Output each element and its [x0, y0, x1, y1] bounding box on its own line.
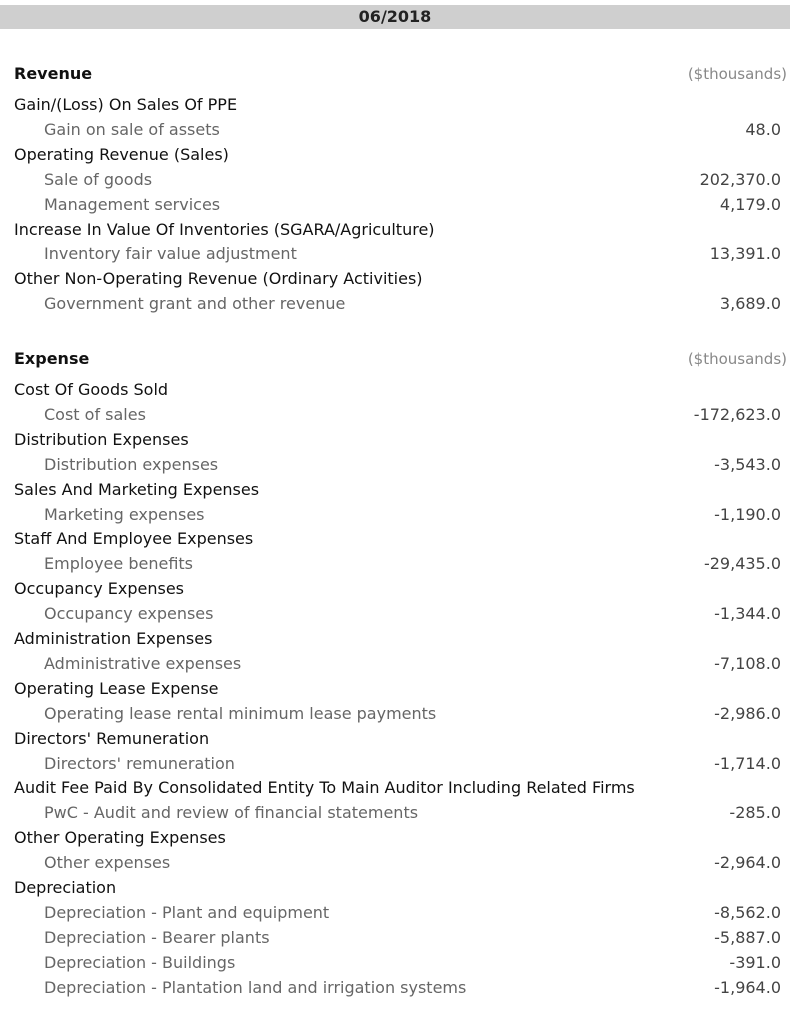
revenue-section-header: [0, 62, 790, 86]
line-item-label: Depreciation - Plant and equipment: [44, 902, 330, 922]
line-item-label: Operating lease rental minimum lease payments: [44, 703, 437, 723]
line-item-label: Depreciation - Plantation land and irrigation systems: [44, 977, 467, 997]
category-row: [0, 143, 790, 167]
line-item-value: 13,391.0: [709, 244, 781, 264]
line-item-value: -172,623.0: [693, 404, 781, 424]
line-item-row: [0, 403, 790, 427]
line-item-row: [0, 118, 790, 142]
line-item-label: Depreciation - Buildings: [44, 952, 236, 972]
line-item-label: PwC - Audit and review of financial statements: [44, 803, 419, 823]
category-label: Directors' Remuneration: [14, 728, 210, 748]
line-item-row: [0, 168, 790, 192]
line-item-value: -3,543.0: [714, 454, 781, 474]
category-label: Other Operating Expenses: [14, 828, 226, 848]
line-item-row: [0, 453, 790, 477]
period-header: [0, 5, 790, 29]
line-item-value: -29,435.0: [703, 554, 781, 574]
category-label: Audit Fee Paid By Consolidated Entity To Main Auditor Including Related Firms: [14, 778, 635, 798]
line-item-row: [0, 801, 790, 825]
line-item-label: Government grant and other revenue: [44, 294, 346, 314]
line-item-value: 202,370.0: [699, 169, 781, 189]
category-label: Operating Lease Expense: [14, 678, 219, 698]
line-item-row: [0, 752, 790, 776]
category-label: Gain/(Loss) On Sales Of PPE: [14, 95, 238, 114]
line-item-row: [0, 292, 790, 316]
line-item-value: -1,964.0: [714, 977, 781, 997]
category-label: Operating Revenue (Sales): [14, 144, 229, 164]
line-item-value: -285.0: [729, 803, 781, 823]
expense-title: Expense: [14, 349, 90, 368]
line-item-value: 4,179.0: [719, 194, 781, 214]
period-label: 06/2018: [358, 7, 432, 26]
line-item-value: -8,562.0: [714, 902, 781, 922]
line-item-label: Inventory fair value adjustment: [44, 244, 297, 264]
category-row: [0, 527, 790, 551]
revenue-units: ($thousands): [687, 65, 787, 83]
category-label: Cost Of Goods Sold: [14, 380, 169, 399]
category-row: [0, 478, 790, 502]
line-item-value: -5,887.0: [714, 927, 781, 947]
expense-units: ($thousands): [687, 350, 787, 368]
category-label: Depreciation: [14, 878, 117, 897]
line-item-label: Employee benefits: [44, 554, 193, 574]
line-item-label: Marketing expenses: [44, 504, 205, 524]
line-item-label: Management services: [44, 194, 221, 214]
category-row: [0, 218, 790, 242]
line-item-row: [0, 926, 790, 950]
category-label: Increase In Value Of Inventories (SGARA/Agriculture): [14, 219, 435, 239]
category-label: Staff And Employee Expenses: [14, 529, 254, 549]
line-item-label: Gain on sale of assets: [44, 119, 220, 139]
line-item-value: -1,190.0: [714, 504, 781, 524]
category-row: [0, 727, 790, 751]
line-item-row: [0, 193, 790, 217]
line-item-row: [0, 901, 790, 925]
category-row: [0, 776, 790, 800]
category-row: [0, 577, 790, 601]
category-row: [0, 677, 790, 701]
line-item-label: Depreciation - Bearer plants: [44, 927, 270, 947]
line-item-value: 3,689.0: [719, 294, 781, 314]
line-item-label: Directors' remuneration: [44, 753, 235, 773]
line-item-value: -2,986.0: [714, 703, 781, 723]
line-item-value: -391.0: [729, 952, 781, 972]
line-item-value: 48.0: [745, 119, 781, 139]
line-item-value: -2,964.0: [714, 853, 781, 873]
category-row: [0, 627, 790, 651]
line-item-row: [0, 951, 790, 975]
category-row: [0, 826, 790, 850]
line-item-row: [0, 652, 790, 676]
line-item-row: [0, 702, 790, 726]
category-row: [0, 93, 790, 117]
category-row: [0, 378, 790, 402]
category-label: Distribution Expenses: [14, 429, 189, 449]
line-item-row: [0, 552, 790, 576]
line-item-label: Occupancy expenses: [44, 604, 214, 624]
line-item-value: -1,714.0: [714, 753, 781, 773]
line-item-row: [0, 242, 790, 266]
category-row: [0, 428, 790, 452]
category-label: Occupancy Expenses: [14, 579, 185, 599]
line-item-row: [0, 602, 790, 626]
line-item-label: Distribution expenses: [44, 454, 219, 474]
line-item-label: Other expenses: [44, 853, 171, 873]
category-label: Sales And Marketing Expenses: [14, 479, 260, 499]
category-label: Other Non-Operating Revenue (Ordinary Activities): [14, 269, 423, 289]
category-row: [0, 267, 790, 291]
line-item-value: -1,344.0: [714, 604, 781, 624]
line-item-label: Cost of sales: [44, 404, 146, 424]
line-item-row: [0, 976, 790, 1000]
category-row: [0, 876, 790, 900]
line-item-label: Sale of goods: [44, 169, 153, 189]
line-item-value: -7,108.0: [714, 653, 781, 673]
revenue-title: Revenue: [14, 64, 93, 83]
line-item-label: Administrative expenses: [44, 653, 242, 673]
expense-section-header: [0, 347, 790, 371]
line-item-row: [0, 851, 790, 875]
line-item-row: [0, 503, 790, 527]
category-label: Administration Expenses: [14, 629, 213, 648]
